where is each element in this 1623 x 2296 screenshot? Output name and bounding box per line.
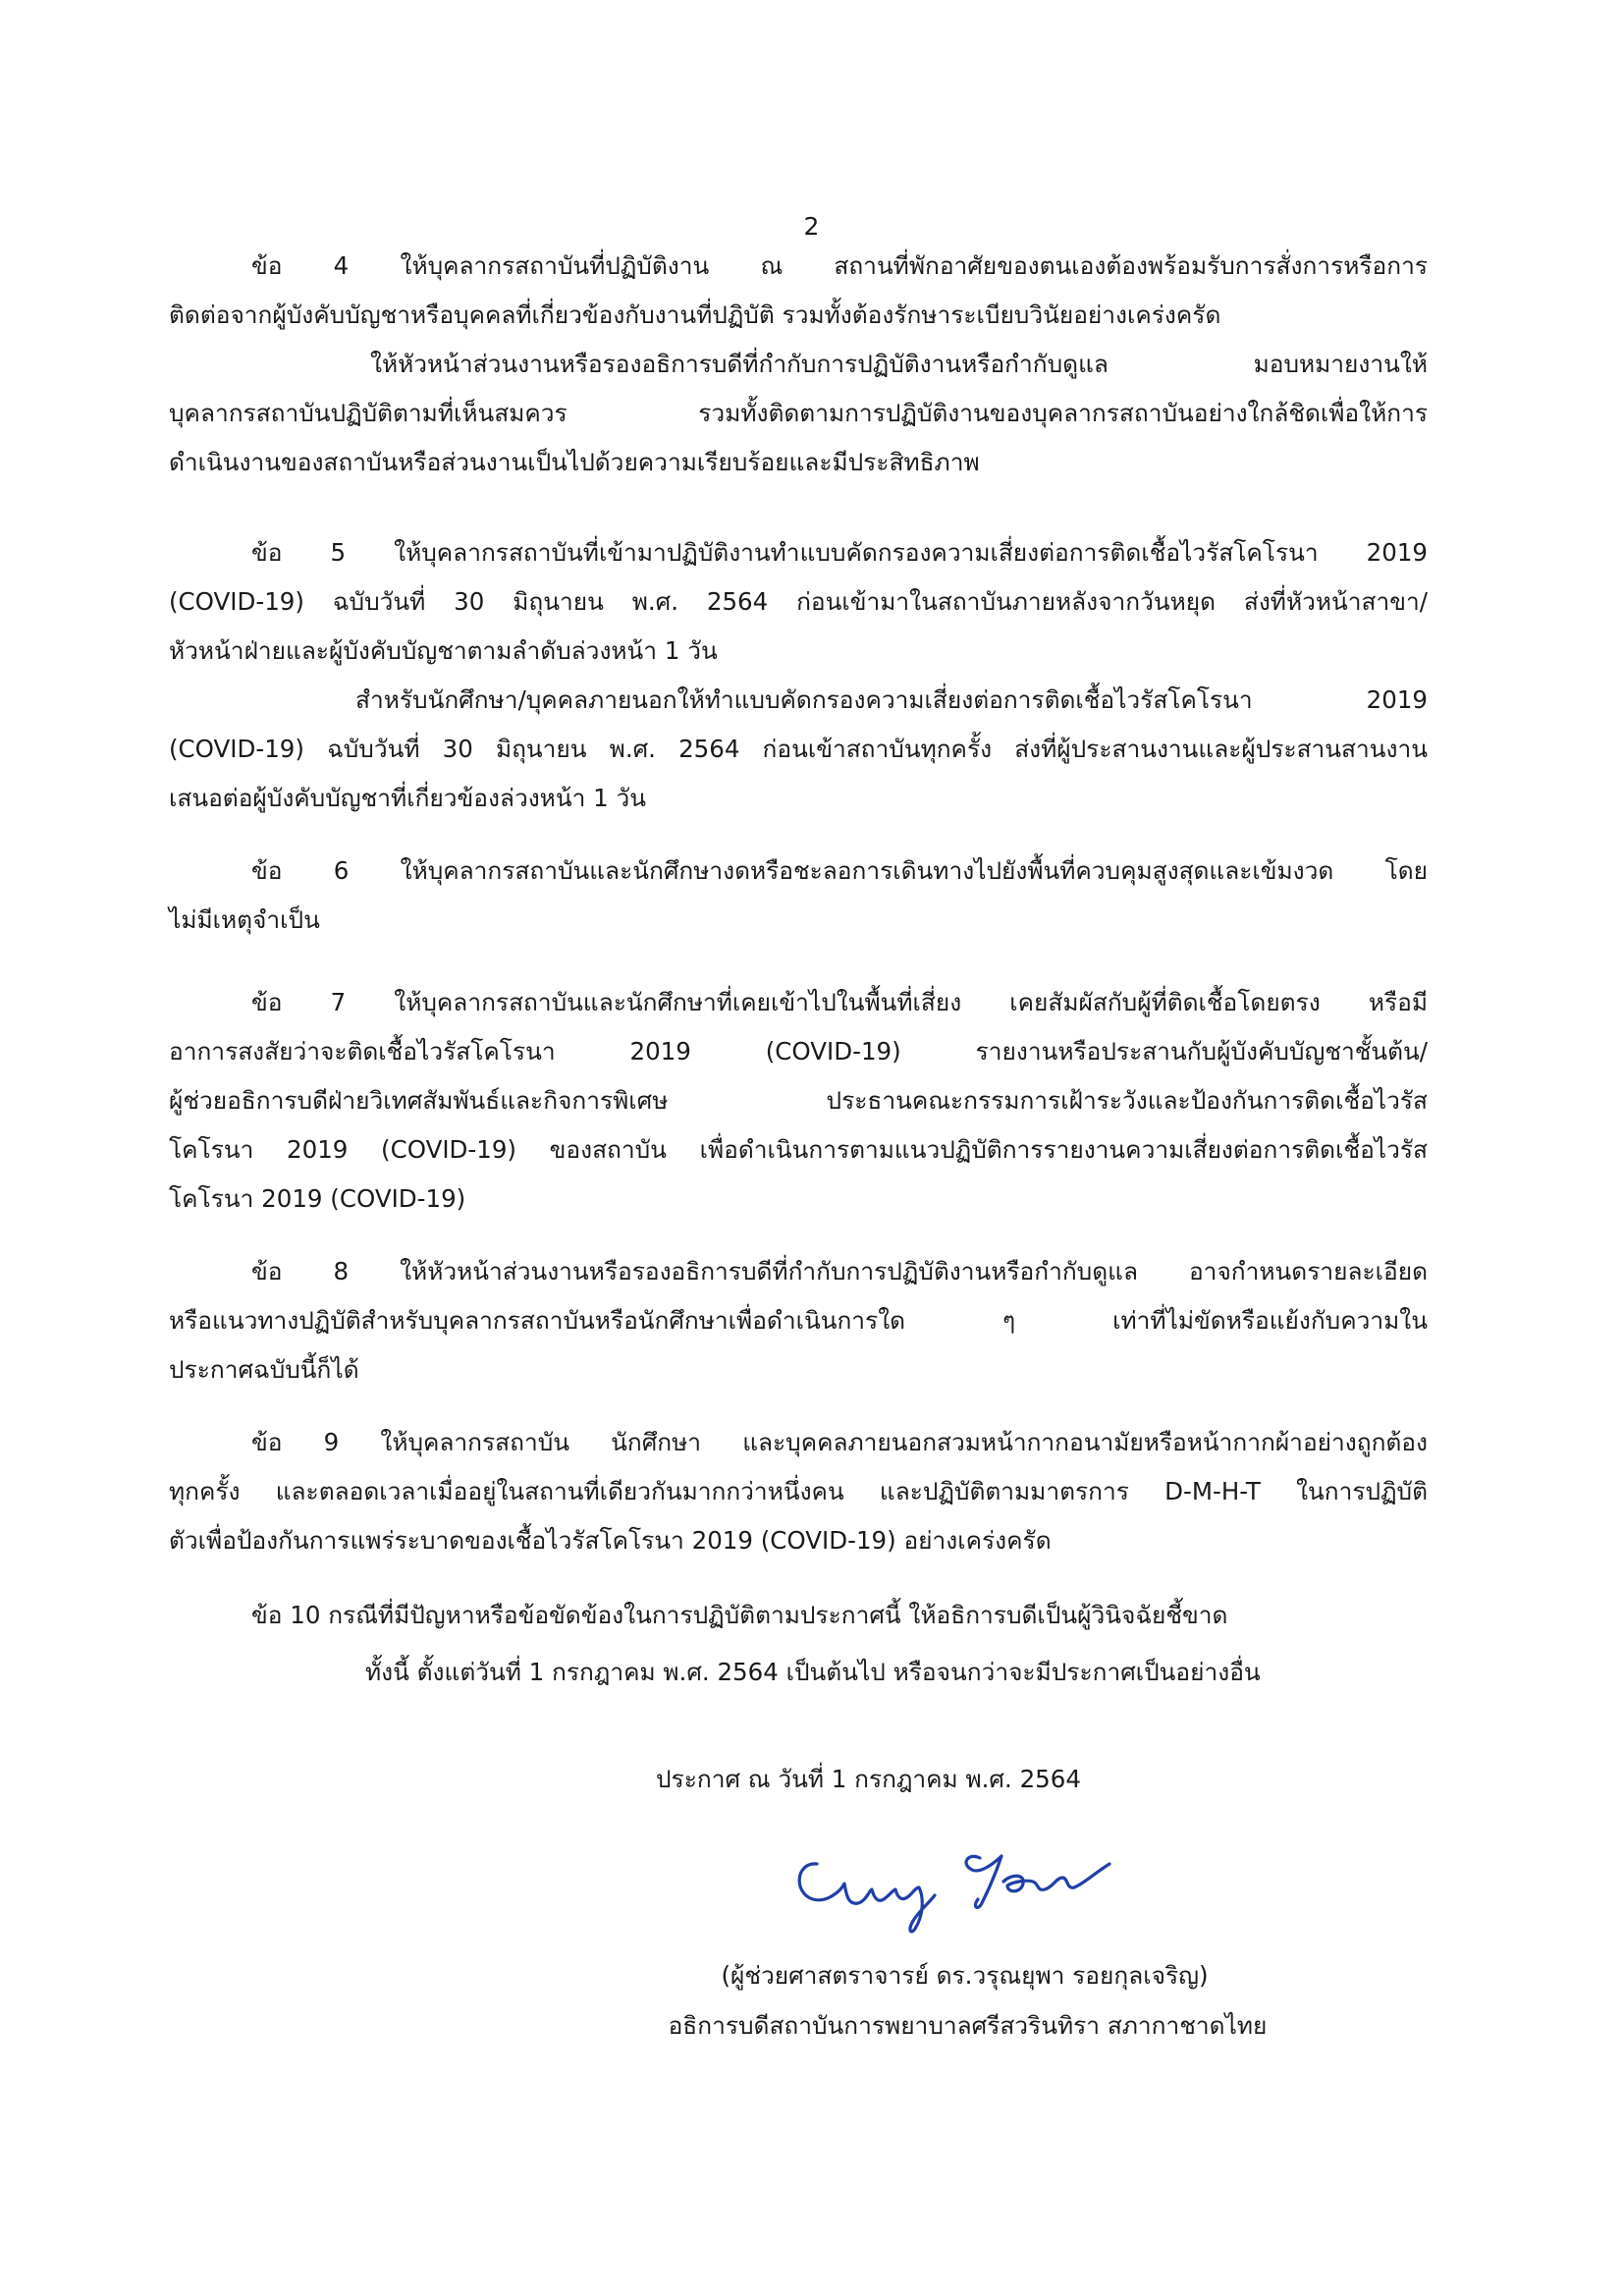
clause-4	[169, 242, 1428, 487]
clause-9	[169, 1418, 1428, 1565]
signature-stroke-first	[799, 1864, 935, 1932]
clause-5-line-4: สำหรับนักศึกษา/บุคคลภายนอกให้ทำแบบคัดกรองความเสี่ยงต่อการติดเชื้อไวรัสโคโรนา 2019	[355, 685, 1428, 714]
signer-name: (ผู้ช่วยศาสตราจารย์ ดร.วรุณยุพา รอยกุลเจริญ)	[721, 1961, 1209, 1990]
clause-7-line-2: อาการสงสัยว่าจะติดเชื้อไวรัสโคโรนา 2019 (COVID-19) รายงานหรือประสานกับผู้บังคับบัญชาชั้นต้น/	[169, 1037, 1428, 1066]
clause-4-line-5: ดำเนินงานของสถาบันหรือส่วนงานเป็นไปด้วยความเรียบร้อยและมีประสิทธิภาพ	[169, 448, 980, 476]
clause-5-line-2: (COVID-19) ฉบับวันที่ 30 มิถุนายน พ.ศ. 2564 ก่อนเข้ามาในสถาบันภายหลังจากวันหยุด ส่งที่หัวหน้าสาขา/	[169, 587, 1428, 616]
clause-7	[169, 978, 1428, 1224]
clause-4-line-1: ข้อ 4 ให้บุคลากรสถาบันที่ปฏิบัติงาน ณ สถานที่พักอาศัยของตนเองต้องพร้อมรับการสั่งการหรือการ	[251, 251, 1428, 280]
clause-4-line-4: บุคลากรสถาบันปฏิบัติตามที่เห็นสมควร รวมทั้งติดตามการปฏิบัติงานของบุคลากรสถาบันอย่างใกล้ชิดเพื่อให้การ	[169, 399, 1428, 427]
effective-statement	[169, 1648, 1428, 1697]
clause-7-line-5: โคโรนา 2019 (COVID-19)	[169, 1184, 466, 1213]
clause-8-line-3: ประกาศฉบับนี้ก็ได้	[169, 1355, 359, 1384]
clause-10-line-1: ข้อ 10 กรณีที่มีปัญหาหรือข้อขัดข้องในการปฏิบัติตามประกาศนี้ ให้อธิการบดีเป็นผู้วินิจฉัยชี้ขาด	[251, 1601, 1228, 1629]
clause-8	[169, 1247, 1428, 1394]
clause-5-line-6: เสนอต่อผู้บังคับบัญชาที่เกี่ยวข้องล่วงหน้า 1 วัน	[169, 784, 646, 812]
clause-10	[169, 1591, 1428, 1640]
signer-title: อธิการบดีสถาบันการพยาบาลศรีสวรินทิรา สภากาชาดไทย	[668, 2011, 1268, 2040]
clause-6-line-2: ไม่มีเหตุจำเป็น	[169, 905, 320, 934]
clause-9-line-2: ทุกครั้ง และตลอดเวลาเมื่ออยู่ในสถานที่เดียวกันมากกว่าหนึ่งคน และปฏิบัติตามมาตรการ D-M-H-T ในการปฏิบัติ	[169, 1477, 1428, 1505]
clause-8-line-2: หรือแนวทางปฏิบัติสำหรับบุคลากรสถาบันหรือนักศึกษาเพื่อดำเนินการใด ๆ เท่าที่ไม่ขัดหรือแย้งกับความใน	[169, 1306, 1428, 1335]
clause-9-line-3: ตัวเพื่อป้องกันการแพร่ระบาดของเชื้อไวรัสโคโรนา 2019 (COVID-19) อย่างเคร่งครัด	[169, 1526, 1052, 1555]
clause-7-line-3: ผู้ช่วยอธิการบดีฝ่ายวิเทศสัมพันธ์และกิจการพิเศษ ประธานคณะกรรมการเฝ้าระวังและป้องกันการติดเชื้อไวรัส	[169, 1086, 1428, 1115]
clause-5-line-1: ข้อ 5 ให้บุคลากรสถาบันที่เข้ามาปฏิบัติงานทำแบบคัดกรองความเสี่ยงต่อการติดเชื้อไวรัสโคโรนา 2019	[251, 538, 1428, 567]
announcement-date: ประกาศ ณ วันที่ 1 กรกฎาคม พ.ศ. 2564	[656, 1765, 1081, 1793]
clause-9-line-1: ข้อ 9 ให้บุคลากรสถาบัน นักศึกษา และบุคคลภายนอกสวมหน้ากากอนามัยหรือหน้ากากผ้าอย่างถูกต้อง	[251, 1428, 1428, 1456]
signature-stroke-second	[966, 1856, 1109, 1907]
clause-5-line-5: (COVID-19) ฉบับวันที่ 30 มิถุนายน พ.ศ. 2564 ก่อนเข้าสถาบันทุกครั้ง ส่งที่ผู้ประสานงานและผู้ประสานสานงาน	[169, 735, 1428, 763]
clause-8-line-1: ข้อ 8 ให้หัวหน้าส่วนงานหรือรองอธิการบดีที่กำกับการปฏิบัติงานหรือกำกับดูแล อาจกำหนดรายละเอียด	[251, 1257, 1428, 1285]
clause-6	[169, 847, 1428, 945]
clause-6-line-1: ข้อ 6 ให้บุคลากรสถาบันและนักศึกษางดหรือชะลอการเดินทางไปยังพื้นที่ควบคุมสูงสุดและเข้มงวด โดย	[251, 856, 1428, 885]
effective-line: ทั้งนี้ ตั้งแต่วันที่ 1 กรกฎาคม พ.ศ. 2564 เป็นต้นไป หรือจนกว่าจะมีประกาศเป็นอย่างอื่น	[365, 1658, 1261, 1686]
clause-4-line-2: ติดต่อจากผู้บังคับบัญชาหรือบุคคลที่เกี่ยวข้องกับงานที่ปฏิบัติ รวมทั้งต้องรักษาระเบียบวินัยอย่างเคร่งครัด	[169, 301, 1221, 329]
clause-5	[169, 528, 1428, 823]
clause-7-line-1: ข้อ 7 ให้บุคลากรสถาบันและนักศึกษาที่เคยเข้าไปในพื้นที่เสี่ยง เคยสัมผัสกับผู้ที่ติดเชื้อโดยตรง หรือมี	[251, 988, 1428, 1016]
clause-4-line-3: ให้หัวหน้าส่วนงานหรือรองอธิการบดีที่กำกับการปฏิบัติงานหรือกำกับดูแล มอบหมายงานให้	[370, 350, 1428, 378]
clause-5-line-3: หัวหน้าฝ่ายและผู้บังคับบัญชาตามลำดับล่วงหน้า 1 วัน	[169, 636, 718, 665]
page-number: 2	[803, 212, 820, 241]
clause-7-line-4: โคโรนา 2019 (COVID-19) ของสถาบัน เพื่อดำเนินการตามแนวปฏิบัติการรายงานความเสี่ยงต่อการติดเชื้อไวรัส	[169, 1135, 1428, 1164]
signature-image	[785, 1834, 1129, 1942]
